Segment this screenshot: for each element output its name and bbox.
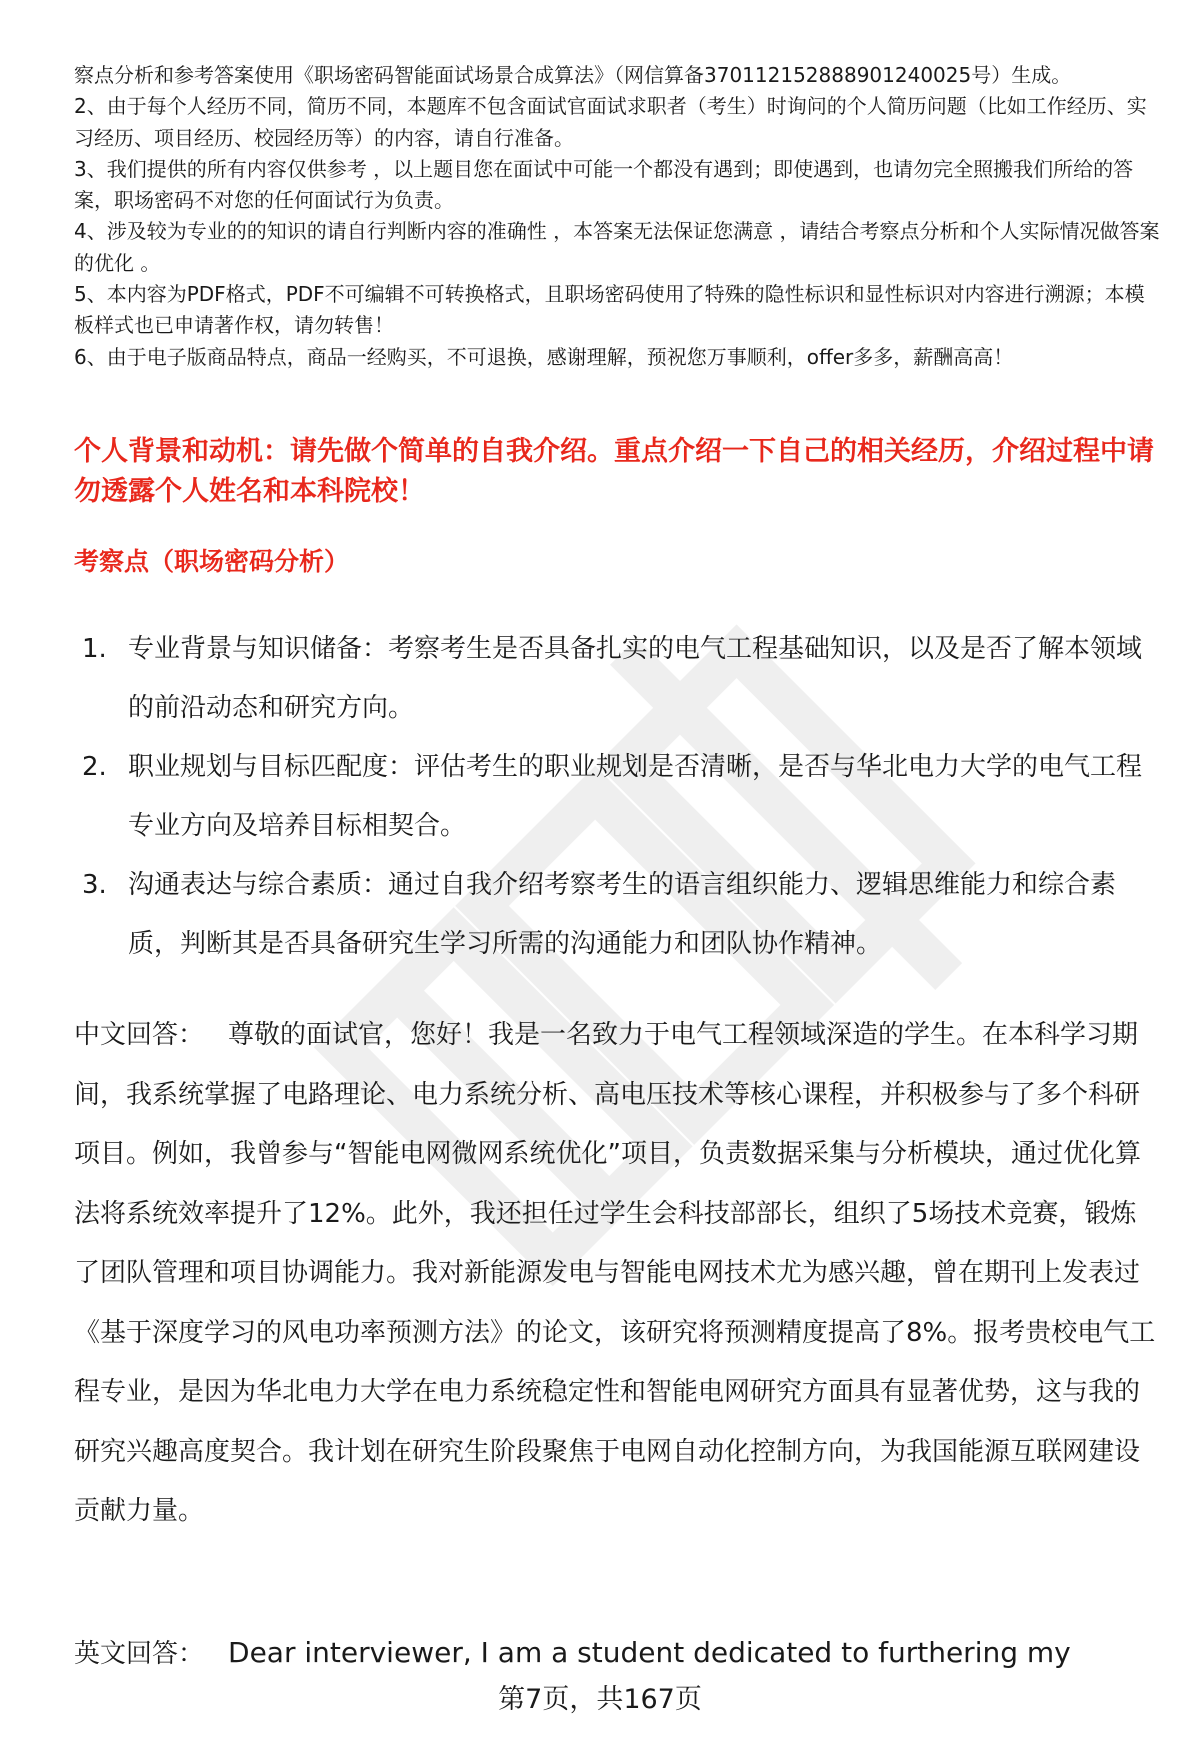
note-4: 4、涉及较为专业的的知识的请自行判断内容的准确性 ，本答案无法保证您满意 ，请结合考察点分析和个人实际情况做答案的优化 。 <box>74 219 1160 275</box>
assessment-points <box>82 620 1162 974</box>
disclaimer-notes <box>74 60 1164 373</box>
point-number: 2. <box>82 752 107 782</box>
point-number: 1. <box>82 634 107 664</box>
note-5: 5、本内容为PDF格式，PDF不可编辑不可转换格式，且职场密码使用了特殊的隐性标识和显性标识对内容进行溯源；本模板样式也已申请著作权，请勿转售！ <box>74 282 1145 338</box>
english-answer-label: 英文回答： <box>74 1639 205 1669</box>
note-2: 2、由于每个人经历不同，简历不同，本题库不包含面试官面试求职者（考生）时询问的个人简历问题（比如工作经历、实习经历、项目经历、校园经历等）的内容，请自行准备。 <box>74 94 1147 150</box>
chinese-answer-label: 中文回答： <box>74 1020 205 1050</box>
point-item <box>82 738 1162 856</box>
chinese-answer <box>74 1006 1162 1542</box>
point-text: 沟通表达与综合素质：通过自我介绍考察考生的语言组织能力、逻辑思维能力和综合素质，判断其是否具备研究生学习所需的沟通能力和团队协作精神。 <box>128 870 1117 959</box>
chinese-answer-text: 尊敬的面试官，您好！我是一名致力于电气工程领域深造的学生。在本科学习期间，我系统掌握了电路理论、电力系统分析、高电压技术等核心课程，并积极参与了多个科研项目。例如，我曾参与“智能电网微网系统优化”项目，负责数据采集与分析模块，通过优化算法将系统效率提升了12%。此外，我还担任过学生会科技部部长，组织了5场技术竞赛，锻炼了团队管理和项目协调能力。我对新能源发电与智能电网技术尤为感兴趣，曾在期刊上发表过《基于深度学习的风电功率预测方法》的论文，该研究将预测精度提高了8%。报考贵校电气工程专业，是因为华北电力大学在电力系统稳定性和智能电网研究方面具有显著优势，这与我的研究兴趣高度契合。我计划在研究生阶段聚焦于电网自动化控制方向，为我国能源互联网建设贡献力量。 <box>74 1020 1156 1526</box>
english-answer-text: Dear interviewer, I am a student dedicated to furthering my <box>228 1636 1071 1669</box>
point-item <box>82 620 1162 738</box>
english-answer <box>74 1633 1162 1674</box>
point-text: 职业规划与目标匹配度：评估考生的职业规划是否清晰，是否与华北电力大学的电气工程专业方向及培养目标相契合。 <box>128 752 1143 841</box>
point-text: 专业背景与知识储备：考察考生是否具备扎实的电气工程基础知识，以及是否了解本领域的前沿动态和研究方向。 <box>128 634 1143 723</box>
point-item <box>82 856 1162 974</box>
point-number: 3. <box>82 870 107 900</box>
section-title: 考察点（职场密码分析） <box>74 547 350 576</box>
interview-question: 个人背景和动机：请先做个简单的自我介绍。重点介绍一下自己的相关经历，介绍过程中请勿透露个人姓名和本科院校！ <box>74 436 1154 507</box>
page-number: 第7页，共167页 <box>498 1684 702 1715</box>
note-1: 察点分析和参考答案使用《职场密码智能面试场景合成算法》（网信算备370112152888901240025号）生成。 <box>74 63 1072 87</box>
note-3: 3、我们提供的所有内容仅供参考 ，以上题目您在面试中可能一个都没有遇到；即使遇到，也请勿完全照搬我们所给的答案，职场密码不对您的任何面试行为负责。 <box>74 156 1134 213</box>
note-6: 6、由于电子版商品特点，商品一经购买，不可退换，感谢理解，预祝您万事顺利，offer多多，薪酬高高！ <box>74 344 1014 369</box>
